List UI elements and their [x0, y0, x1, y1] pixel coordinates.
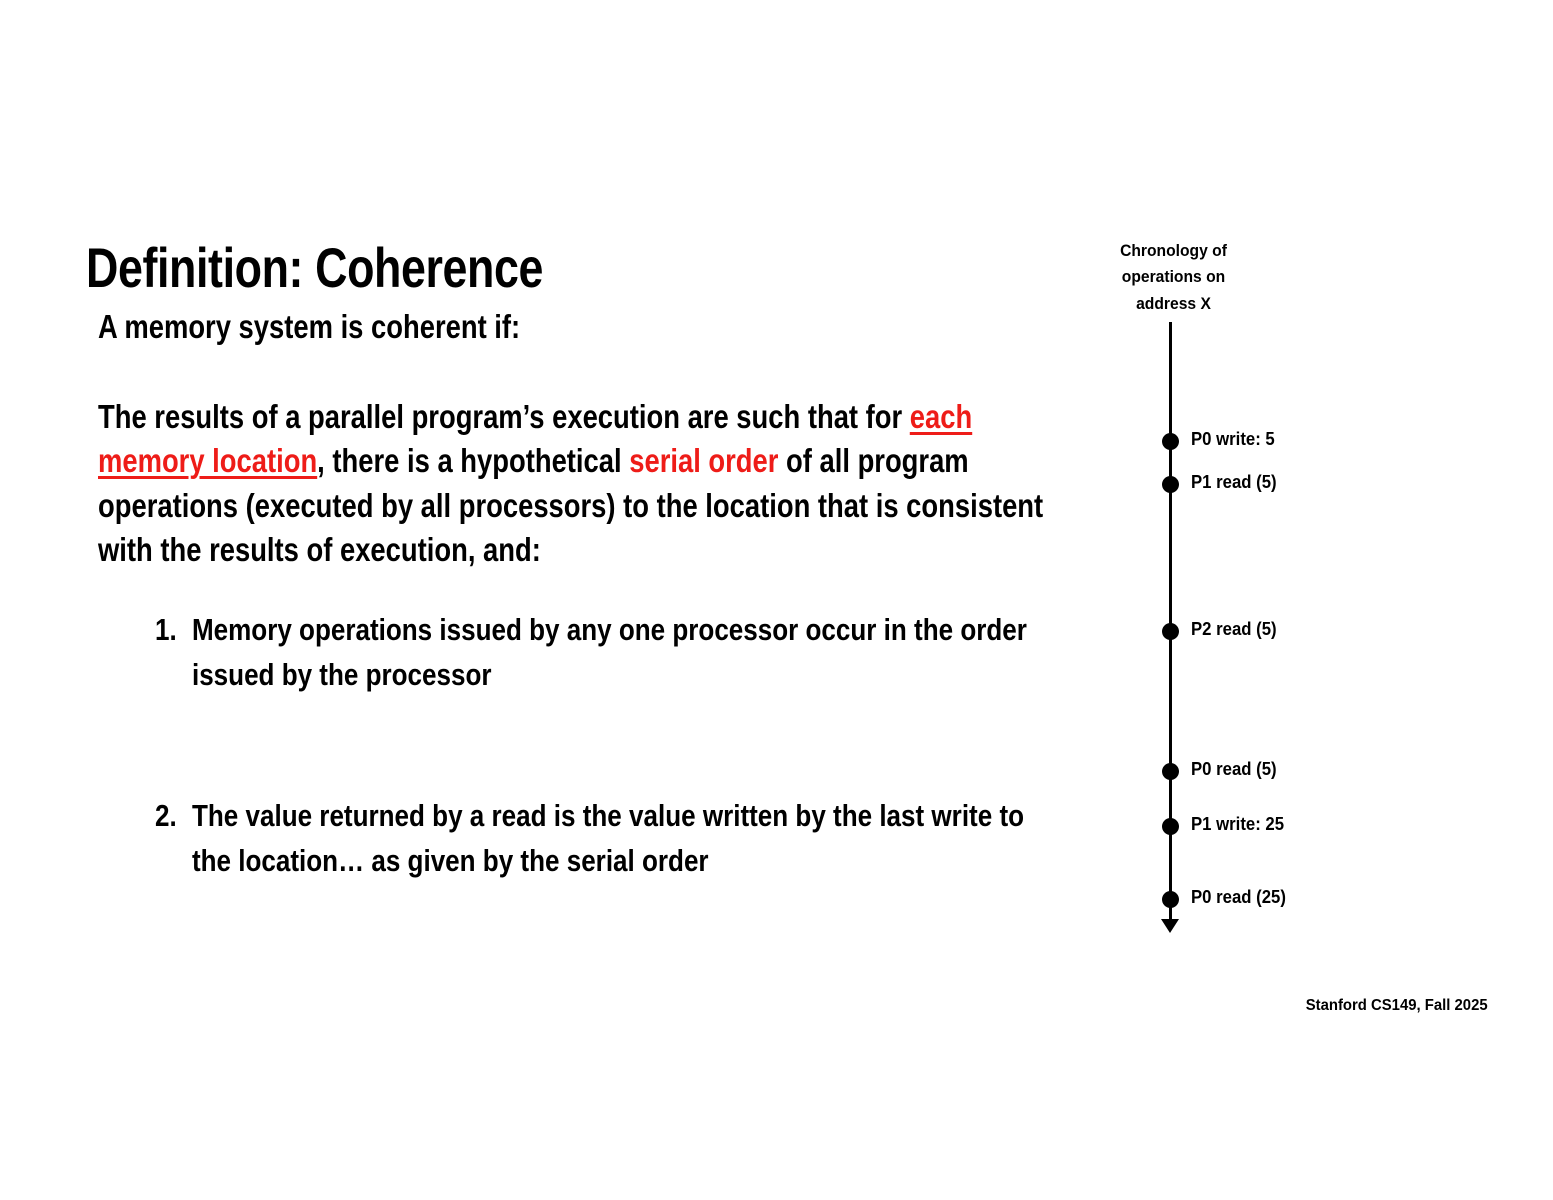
timeline-dot-icon — [1162, 818, 1179, 835]
list-item — [155, 608, 1121, 698]
paragraph-segment-3: , there is a hypothetical — [317, 442, 630, 480]
timeline-dot-icon — [1162, 476, 1179, 493]
timeline-event-label: P1 write: 25 — [1191, 814, 1285, 834]
timeline-event-label: P1 read (5) — [1191, 472, 1277, 492]
list-item-marker: 1. — [155, 612, 177, 647]
page-title: Definition: Coherence — [86, 235, 544, 299]
list-item — [155, 794, 1121, 884]
main-paragraph — [98, 395, 1077, 572]
timeline-event-label: P0 read (25) — [1191, 887, 1286, 907]
list-item-marker: 2. — [155, 797, 177, 833]
slide-footer: Stanford CS149, Fall 2025 — [1306, 997, 1488, 1014]
timeline-arrow-icon — [1161, 919, 1179, 933]
timeline-dot-icon — [1162, 763, 1179, 780]
timeline-dot-icon — [1162, 891, 1179, 908]
list-item-text: Memory operations issued by any one processor occur in the order issued by the processor — [191, 612, 1027, 692]
timeline-event-label: P0 read (5) — [1191, 759, 1277, 779]
lead-sentence: A memory system is coherent if: — [98, 308, 521, 345]
paragraph-segment-5: of all program operations (executed by all processors) to the location that is consistent with the results of execution, and: — [98, 442, 1044, 568]
timeline-dot-icon — [1162, 433, 1179, 450]
timeline-caption: Chronology of operations on address X — [1120, 241, 1227, 313]
timeline-event-label: P0 write: 5 — [1191, 429, 1275, 449]
highlight-serial-order: serial order — [629, 442, 779, 480]
timeline-event-label: P2 read (5) — [1191, 619, 1277, 639]
timeline-dot-icon — [1162, 623, 1179, 640]
paragraph-segment-1: The results of a parallel program’s execution are such that for — [98, 398, 910, 436]
list-item-text: The value returned by a read is the value written by the last write to the location… as given by the serial order — [191, 797, 1025, 878]
chronology-timeline — [1090, 238, 1490, 938]
highlight-each-memory-location: each memory location — [98, 398, 973, 480]
